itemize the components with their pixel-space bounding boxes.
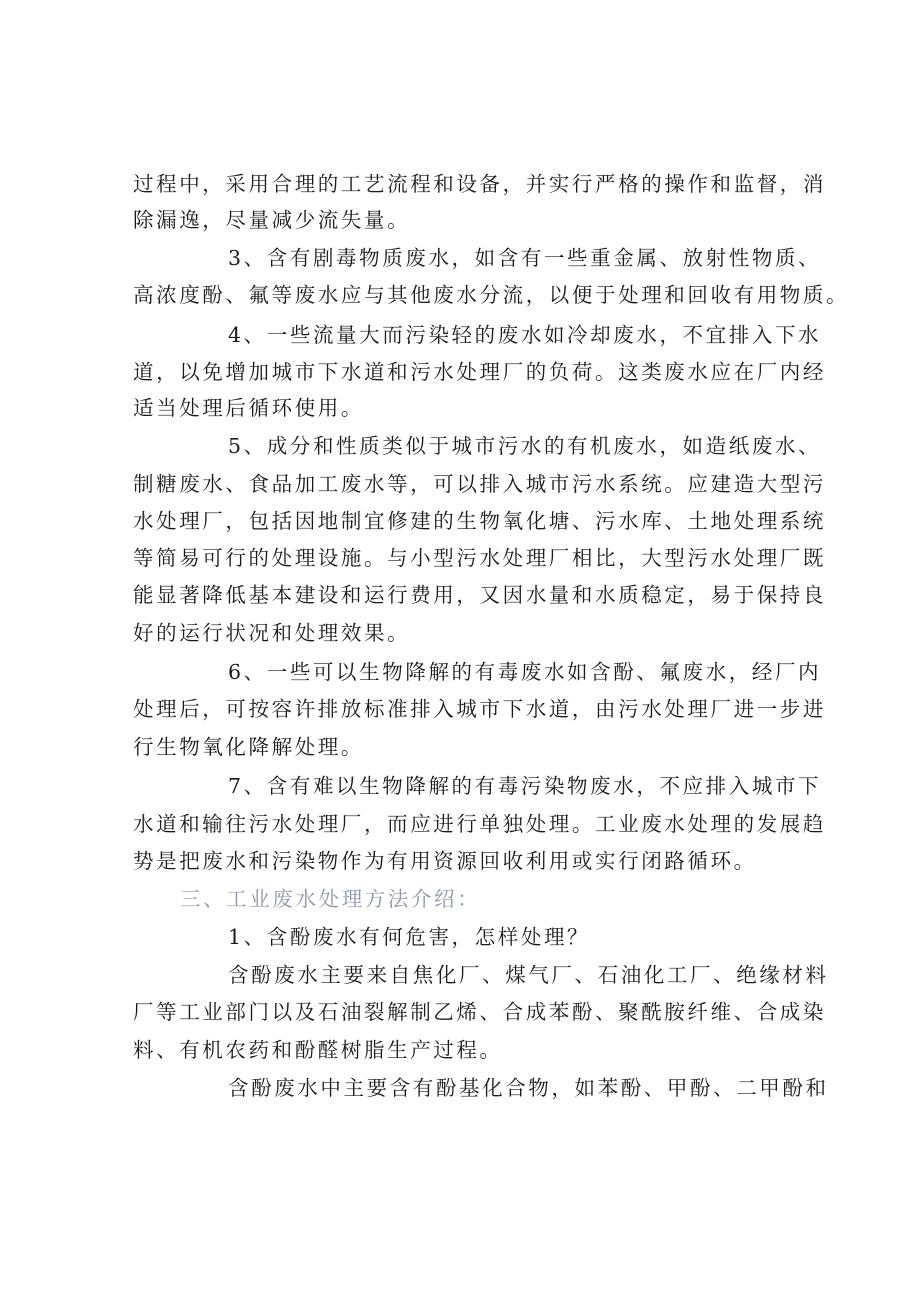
- text-line: 6、一些可以生物降解的有毒废水如含酚、氟废水，经厂内: [228, 660, 822, 684]
- text-line: 适当处理后循环使用。: [133, 396, 364, 420]
- text-line: 等简易可行的处理设施。与小型污水处理厂相比，大型污水处理厂既: [133, 546, 826, 570]
- text-line: 5、成分和性质类似于城市污水的有机废水，如造纸废水、: [228, 434, 822, 458]
- text-line: 水处理厂，包括因地制宜修建的生物氧化塘、污水库、土地处理系统: [133, 509, 826, 533]
- section-heading: 三、工业废水处理方法介绍：: [180, 887, 481, 911]
- text-line: 3、含有剧毒物质废水，如含有一些重金属、放射性物质、: [228, 246, 822, 270]
- text-line: 行生物氧化降解处理。: [133, 735, 364, 759]
- text-line: 料、有机农药和酚醛树脂生产过程。: [133, 1038, 503, 1062]
- text-line: 厂等工业部门以及石油裂解制乙烯、合成苯酚、聚酰胺纤维、合成染: [133, 1000, 826, 1024]
- text-line: 能显著降低基本建设和运行费用，又因水量和水质稳定，易于保持良: [133, 583, 826, 607]
- text-line: 势是把废水和污染物作为有用资源回收利用或实行闭路循环。: [133, 849, 757, 873]
- text-line: 处理后，可按容许排放标准排入城市下水道，由污水处理厂进一步进: [133, 697, 826, 721]
- text-line: 过程中，采用合理的工艺流程和设备，并实行严格的操作和监督，消: [133, 172, 826, 196]
- text-line: 高浓度酚、氟等废水应与其他废水分流，以便于处理和回收有用物质。: [133, 283, 850, 307]
- text-line: 道，以免增加城市下水道和污水处理厂的负荷。这类废水应在厂内经: [133, 360, 826, 384]
- subsection-heading: 1、含酚废水有何危害，怎样处理？: [228, 925, 591, 949]
- text-line: 含酚废水主要来自焦化厂、煤气厂、石油化工厂、绝缘材料: [228, 963, 829, 987]
- text-line: 7、含有难以生物降解的有毒污染物废水，不应排入城市下: [228, 774, 822, 798]
- text-line: 水道和输往污水处理厂，而应进行单独处理。工业废水处理的发展趋: [133, 812, 826, 836]
- text-line: 除漏逸，尽量减少流失量。: [133, 208, 411, 232]
- text-line: 好的运行状况和处理效果。: [133, 621, 411, 645]
- text-line: 制糖废水、食品加工废水等，可以排入城市污水系统。应建造大型污: [133, 472, 826, 496]
- text-line: 4、一些流量大而污染轻的废水如冷却废水，不宜排入下水: [228, 323, 822, 347]
- text-line: 含酚废水中主要含有酚基化合物，如苯酚、甲酚、二甲酚和: [228, 1076, 829, 1100]
